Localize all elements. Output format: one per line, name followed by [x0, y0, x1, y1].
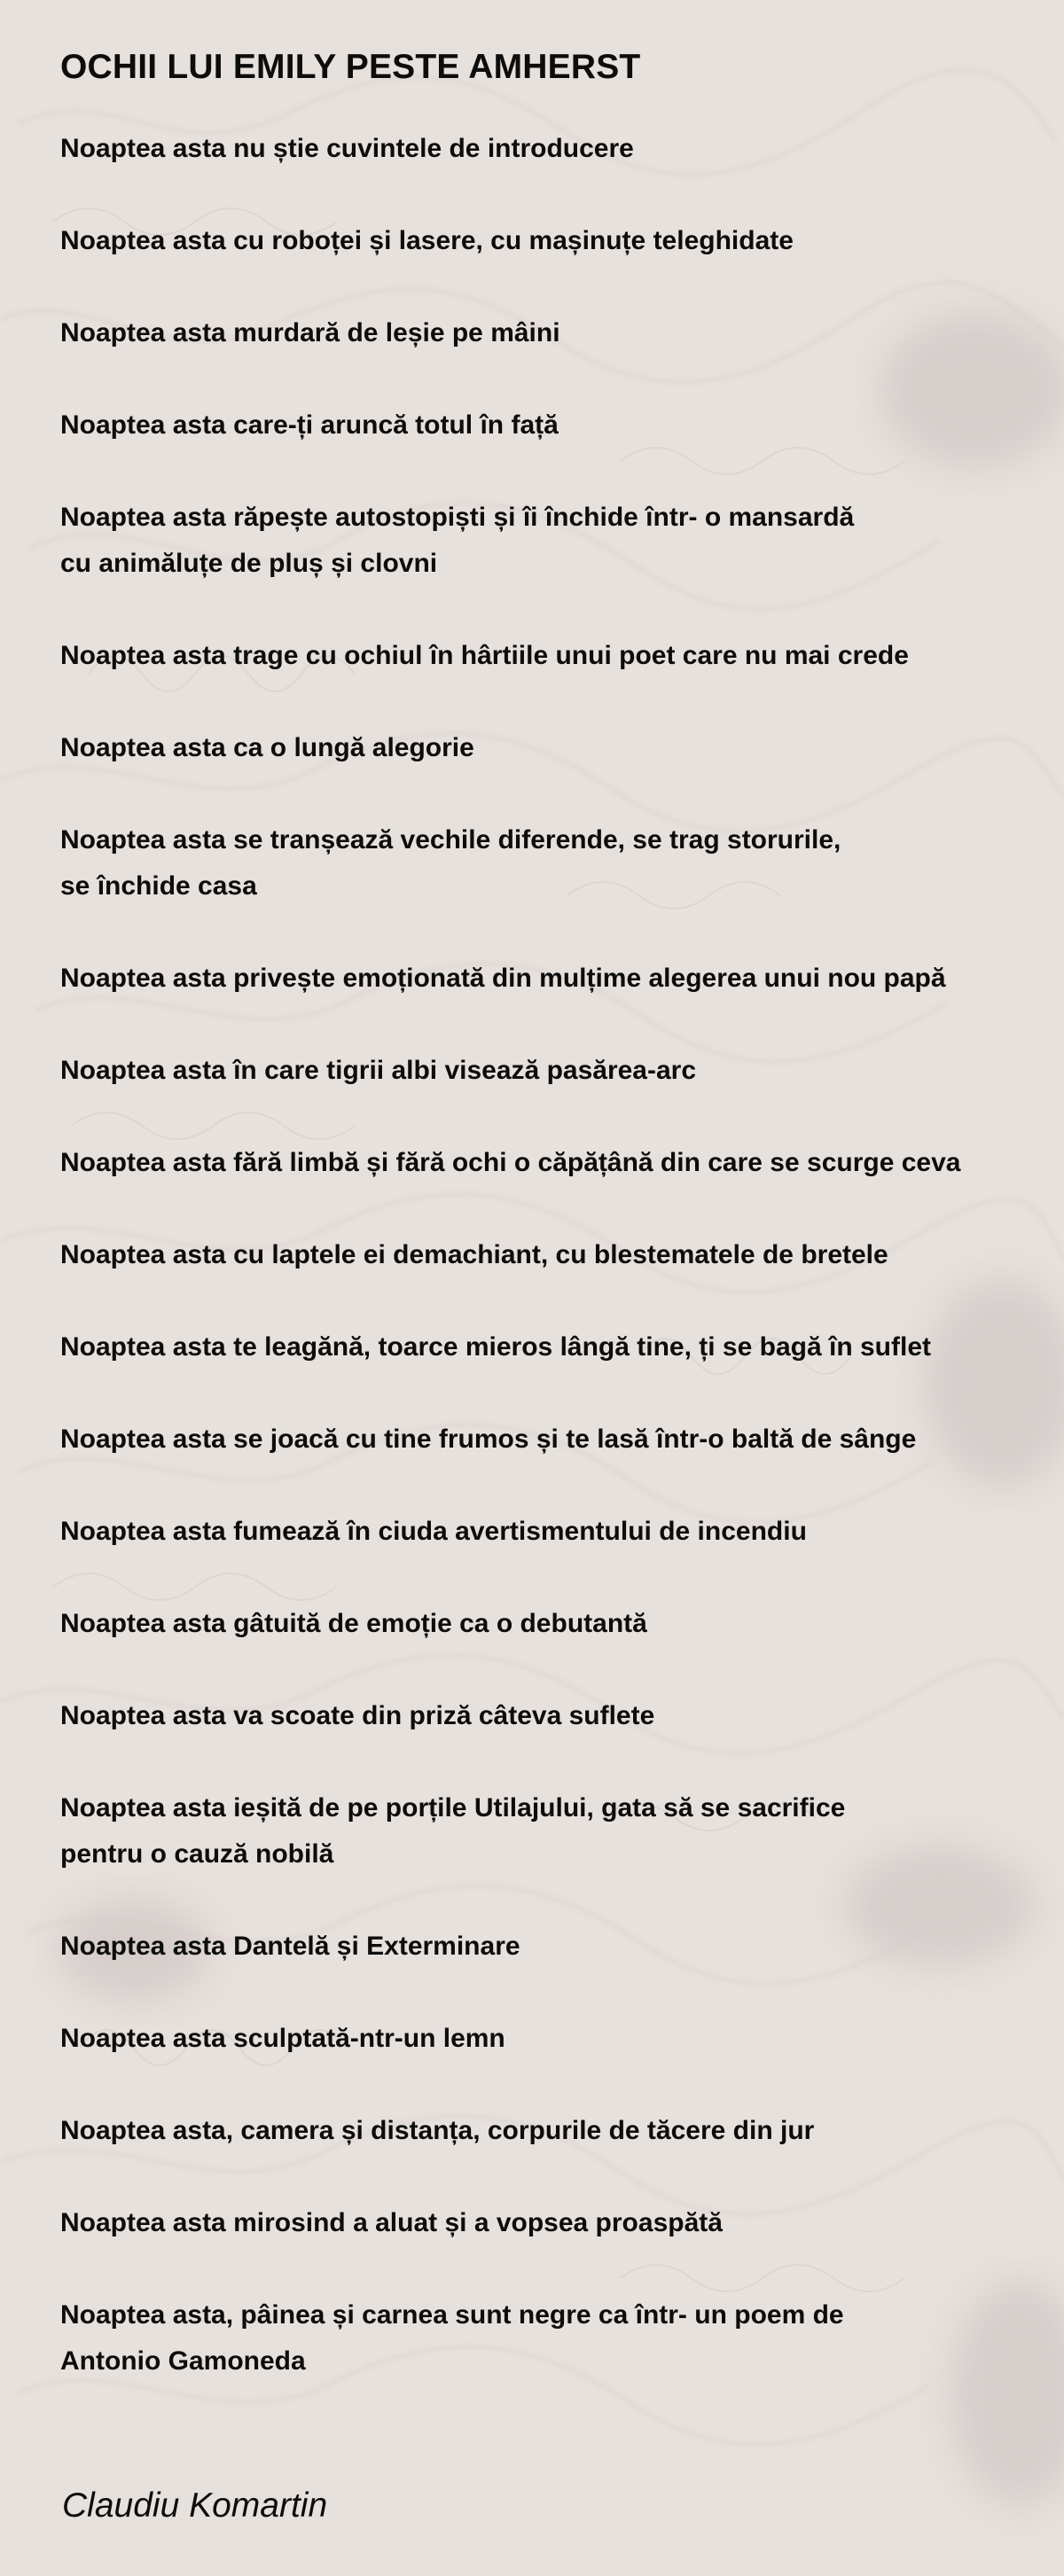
- poem-line: Noaptea asta fumează în ciuda avertismentului de incendiu: [60, 1517, 807, 1546]
- poem-line: Noaptea asta nu știe cuvintele de introducere: [60, 134, 634, 163]
- stanza: [60, 126, 1053, 172]
- poem-line: Noaptea asta sculptată-ntr-un lemn: [60, 2024, 505, 2053]
- poem-line: Noaptea asta, camera și distanța, corpurile de tăcere din jur: [60, 2116, 815, 2145]
- poem-body: [60, 126, 1053, 2385]
- poem-line: Noaptea asta murdară de leșie pe mâini: [60, 318, 560, 347]
- poem-line: Noaptea asta ieșită de pe porțile Utilajului, gata să se sacrifice: [60, 1793, 846, 1823]
- poem-author: Claudiu Komartin: [62, 2486, 328, 2525]
- poem-line: Noaptea asta te leagănă, toarce mieros lângă tine, ți se bagă în suflet: [60, 1332, 931, 1362]
- poem-line: Noaptea asta răpește autostopiști și îi închide într- o mansardă: [60, 503, 855, 532]
- stanza: [60, 1048, 1053, 1094]
- stanza: [60, 2200, 1053, 2246]
- poem-line: Noaptea asta fără limbă și fără ochi o căpățână din care se scurge ceva: [60, 1148, 961, 1177]
- poem-line: Noaptea asta ca o lungă alegorie: [60, 733, 474, 762]
- poem-title: OCHII LUI EMILY PESTE AMHERST: [60, 48, 641, 86]
- stanza: [60, 1785, 1053, 1877]
- poem-line: Noaptea asta se joacă cu tine frumos și te lasă într-o baltă de sânge: [60, 1425, 917, 1454]
- poem-line: Noaptea asta, pâinea și carnea sunt negre ca într- un poem de: [60, 2300, 844, 2330]
- poem-line: Noaptea asta gâtuită de emoție ca o debutantă: [60, 1609, 647, 1638]
- stanza: [60, 1601, 1053, 1647]
- poem-line: pentru o cauză nobilă: [60, 1839, 334, 1869]
- stanza: [60, 956, 1053, 1002]
- poem-line: Noaptea asta mirosind a aluat și a vopsea proaspătă: [60, 2208, 723, 2237]
- poem-line: Noaptea asta se tranșează vechile diferende, se trag storurile,: [60, 825, 841, 855]
- stanza: [60, 1693, 1053, 1739]
- stanza: [60, 402, 1053, 449]
- stanza: [60, 633, 1053, 679]
- poem-line: Noaptea asta va scoate din priză câteva suflete: [60, 1701, 655, 1730]
- stanza: [60, 1140, 1053, 1186]
- poem-line: Noaptea asta trage cu ochiul în hârtiile unui poet care nu mai crede: [60, 641, 909, 670]
- stanza: [60, 2108, 1053, 2154]
- stanza: [60, 725, 1053, 771]
- poem-line: Noaptea asta Dantelă și Exterminare: [60, 1932, 520, 1961]
- poem-line: Noaptea asta cu roboței și lasere, cu mașinuțe teleghidate: [60, 226, 794, 255]
- poem-line: Noaptea asta care-ți aruncă totul în față: [60, 410, 559, 440]
- stanza: [60, 2292, 1053, 2385]
- stanza: [60, 2016, 1053, 2062]
- stanza: [60, 817, 1053, 909]
- poem-line: Noaptea asta privește emoționată din mulțime alegerea unui nou papă: [60, 964, 946, 993]
- poem-line: Antonio Gamoneda: [60, 2346, 306, 2376]
- stanza: [60, 1924, 1053, 1970]
- stanza: [60, 218, 1053, 264]
- poem-line: se închide casa: [60, 871, 257, 901]
- poem-line: Noaptea asta în care tigrii albi visează pasărea-arc: [60, 1056, 697, 1085]
- stanza: [60, 1232, 1053, 1278]
- poem: [60, 44, 1053, 2431]
- stanza: [60, 1417, 1053, 1463]
- poem-line: Noaptea asta cu laptele ei demachiant, cu blestematele de bretele: [60, 1240, 888, 1269]
- poem-line: cu animăluțe de pluș și clovni: [60, 549, 438, 578]
- stanza: [60, 1509, 1053, 1555]
- stanza: [60, 1324, 1053, 1370]
- stanza: [60, 495, 1053, 587]
- stanza: [60, 310, 1053, 356]
